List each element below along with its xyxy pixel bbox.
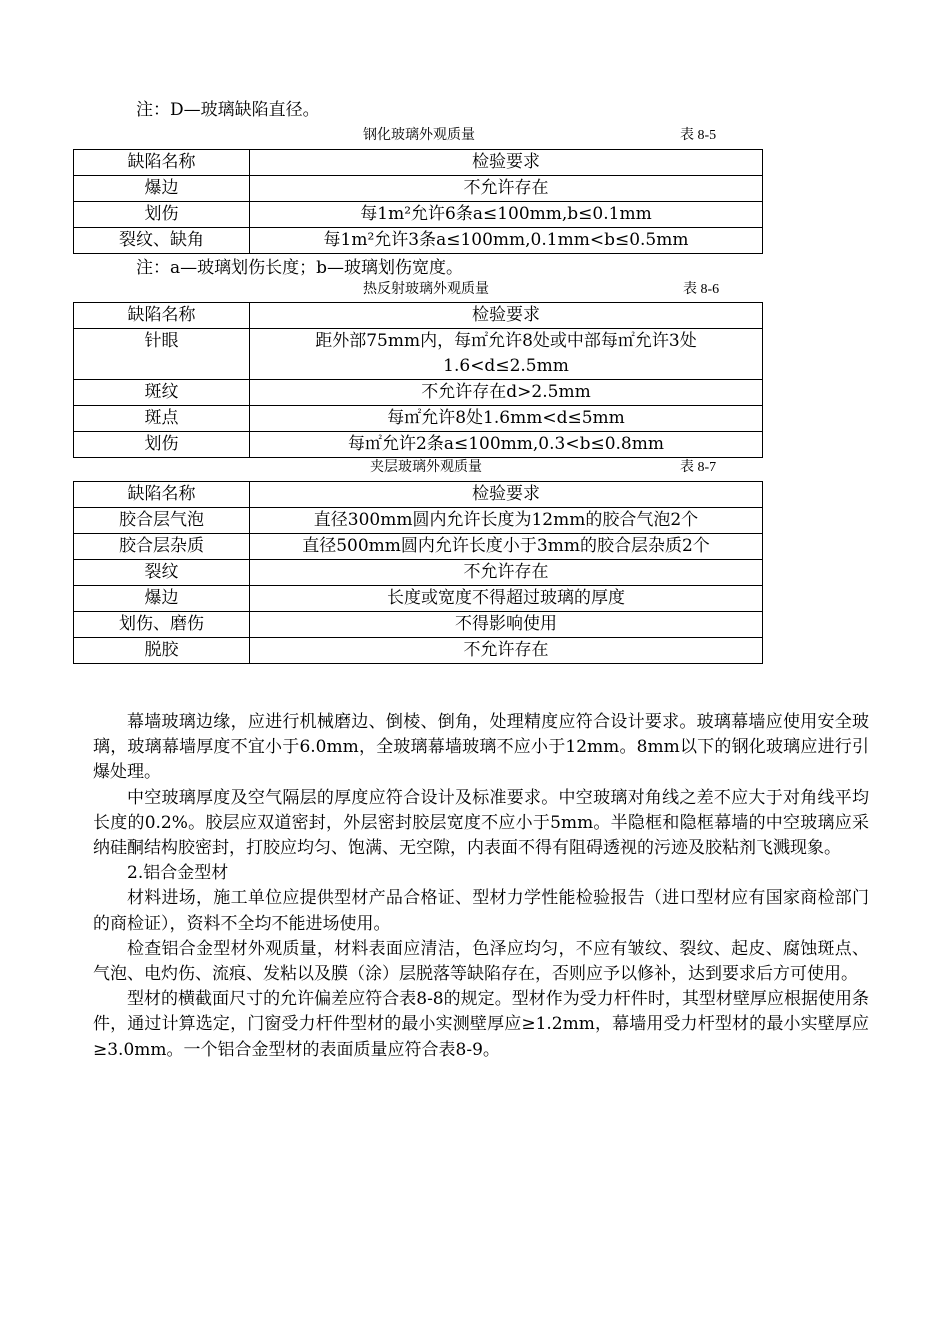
defect-name-cell: 爆边 xyxy=(74,176,250,202)
requirement-cell: 不允许存在d>2.5mm xyxy=(250,380,763,406)
header-inspection-requirement: 检验要求 xyxy=(250,482,763,508)
paragraph-appearance-check: 检查铝合金型材外观质量，材料表面应清洁，色泽应均匀，不应有皱纹、裂纹、起皮、腐蚀斑点、气泡、电灼伤、流痕、发粘以及膜（涂）层脱落等缺陷存在，否则应予以修补，达到要求后方可使用。 xyxy=(93,938,869,985)
defect-name-cell: 划伤 xyxy=(74,202,250,228)
requirement-cell: 长度或宽度不得超过玻璃的厚度 xyxy=(250,586,763,612)
header-defect-name: 缺陷名称 xyxy=(74,150,250,176)
section-heading-aluminum: 2.铝合金型材 xyxy=(127,863,229,884)
table-row xyxy=(74,560,763,586)
defect-name-cell: 针眼 xyxy=(74,329,250,380)
table-row xyxy=(74,228,763,254)
defect-name-cell: 斑点 xyxy=(74,406,250,432)
requirement-cell: 距外部75mm内，每㎡允许8处或中部每㎡允许3处1.6<d≤2.5mm xyxy=(250,329,763,380)
table-header-row xyxy=(74,150,763,176)
defect-name-cell: 胶合层气泡 xyxy=(74,508,250,534)
table-row xyxy=(74,586,763,612)
paragraph-material-entry: 材料进场，施工单位应提供型材产品合格证、型材力学性能检验报告（进口型材应有国家商检部门的商检证），资料不全均不能进场使用。 xyxy=(93,888,869,934)
requirement-cell: 每㎡允许2条a≤100mm,0.3<b≤0.8mm xyxy=(250,432,763,458)
header-inspection-requirement: 检验要求 xyxy=(250,303,763,329)
table-number: 表 8-7 xyxy=(680,460,717,475)
requirement-cell: 每1m²允许3条a≤100mm,0.1mm<b≤0.5mm xyxy=(250,228,763,254)
table-row xyxy=(74,329,763,380)
defect-name-cell: 脱胶 xyxy=(74,638,250,664)
requirement-cell: 每1m²允许6条a≤100mm,b≤0.1mm xyxy=(250,202,763,228)
paragraph-glass-edge: 幕墙玻璃边缘，应进行机械磨边、倒棱、倒角，处理精度应符合设计要求。玻璃幕墙应使用安全玻璃，玻璃幕墙厚度不宜小于6.0mm，全玻璃幕墙玻璃不应小于12mm。8mm以下的钢化玻璃应进行引爆处理。 xyxy=(93,712,869,783)
table-row xyxy=(74,612,763,638)
header-defect-name: 缺陷名称 xyxy=(74,303,250,329)
defect-name-cell: 裂纹 xyxy=(74,560,250,586)
requirement-cell: 直径500mm圆内允许长度小于3mm的胶合层杂质2个 xyxy=(250,534,763,560)
defect-name-cell: 胶合层杂质 xyxy=(74,534,250,560)
requirement-cell: 不允许存在 xyxy=(250,176,763,202)
table-header-row xyxy=(74,303,763,329)
paragraph-insulating-glass: 中空玻璃厚度及空气隔层的厚度应符合设计及标准要求。中空玻璃对角线之差不应大于对角线平均长度的0.2%。胶层应双道密封，外层密封胶层宽度不应小于5mm。半隐框和隐框幕墙的中空玻璃应采纳硅酮结构胶密封，打胶应均匀、饱满、无空隙，内表面不得有阻碍透视的污迹及胶粘剂飞溅现象。 xyxy=(93,787,869,859)
table-number: 表 8-5 xyxy=(680,128,717,143)
laminated-glass-quality-table xyxy=(73,481,763,664)
defect-name-cell: 划伤 xyxy=(74,432,250,458)
table-row xyxy=(74,176,763,202)
requirement-cell: 不允许存在 xyxy=(250,638,763,664)
header-defect-name: 缺陷名称 xyxy=(74,482,250,508)
table-row xyxy=(74,202,763,228)
defect-name-cell: 裂纹、缺角 xyxy=(74,228,250,254)
table-caption: 夹层玻璃外观质量 xyxy=(370,460,482,475)
paragraph-section-tolerance: 型材的横截面尺寸的允许偏差应符合表8-8的规定。型材作为受力杆件时，其型材壁厚应根据使用条件，通过计算选定，门窗受力杆件型材的最小实测壁厚应≥1.2mm，幕墙用受力杆型材的最小实壁厚应≥3.0mm。一个铝合金型材的表面质量应符合表8-9。 xyxy=(93,989,869,1060)
table-row xyxy=(74,380,763,406)
table-row xyxy=(74,406,763,432)
table-row xyxy=(74,508,763,534)
table-caption: 热反射玻璃外观质量 xyxy=(363,282,489,297)
table-caption: 钢化玻璃外观质量 xyxy=(363,128,475,143)
table-number: 表 8-6 xyxy=(683,282,720,297)
defect-name-cell: 爆边 xyxy=(74,586,250,612)
table-header-row xyxy=(74,482,763,508)
defect-name-cell: 划伤、磨伤 xyxy=(74,612,250,638)
table-row xyxy=(74,432,763,458)
table-row xyxy=(74,638,763,664)
note-defect-diameter: 注：D—玻璃缺陷直径。 xyxy=(136,100,320,120)
body-text xyxy=(93,710,869,1063)
table-row xyxy=(74,534,763,560)
requirement-cell: 不允许存在 xyxy=(250,560,763,586)
heat-reflective-glass-quality-table xyxy=(73,302,763,458)
defect-name-cell: 斑纹 xyxy=(74,380,250,406)
requirement-cell: 不得影响使用 xyxy=(250,612,763,638)
requirement-cell: 每㎡允许8处1.6mm<d≤5mm xyxy=(250,406,763,432)
header-inspection-requirement: 检验要求 xyxy=(250,150,763,176)
requirement-cell: 直径300mm圆内允许长度为12mm的胶合气泡2个 xyxy=(250,508,763,534)
note-scratch-dimensions: 注：a—玻璃划伤长度；b—玻璃划伤宽度。 xyxy=(136,258,464,278)
tempered-glass-quality-table xyxy=(73,149,763,254)
